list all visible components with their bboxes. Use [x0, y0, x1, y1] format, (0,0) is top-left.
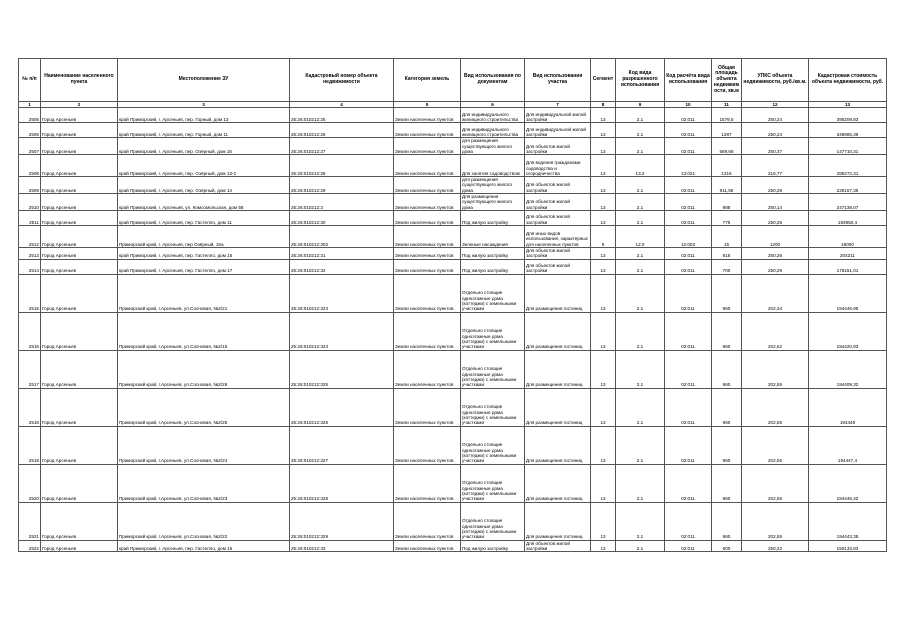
row-permitted-use-code: 13.2 — [616, 155, 665, 177]
row-permitted-use-code: 2.1 — [616, 108, 665, 123]
table-row — [19, 312, 887, 350]
row-use-by-documents: для размещения существующего жилого дома — [461, 138, 525, 155]
row-number: 2509 — [19, 177, 41, 194]
row-location: край Приморский, г. Арсеньев, пер. Гастелло, дом 11 — [118, 210, 290, 225]
row-settlement: Город Арсеньев — [41, 123, 118, 138]
row-cadastral-number: 25:26:010212:323 — [290, 274, 394, 312]
row-use-by-documents: Под жилую застройку — [461, 247, 525, 259]
row-upks: 250,25 — [742, 210, 809, 225]
row-settlement: Город Арсеньев — [41, 388, 118, 426]
row-cadastral-value: 228157,35 — [809, 177, 887, 194]
row-cadastral-value: 346985,36 — [809, 123, 887, 138]
row-upks: 202,34 — [742, 274, 809, 312]
row-land-category: Земли населенных пунктов — [394, 108, 461, 123]
row-use-by-documents: Отдельно стоящие одноэтажные дома (коттеджи) с земельными участками — [461, 388, 525, 426]
row-cadastral-value: 194445,42 — [809, 464, 887, 502]
row-land-category: Земли населенных пунктов — [394, 350, 461, 388]
row-land-category: Земли населенных пунктов — [394, 123, 461, 138]
row-number: 2513 — [19, 247, 41, 259]
table-row — [19, 426, 887, 464]
row-plot-use: Для размещения гостиниц — [525, 464, 591, 502]
row-upks: 250,24 — [742, 123, 809, 138]
row-calc-code: 02:011 — [665, 426, 712, 464]
row-permitted-use-code: 2.1 — [616, 464, 665, 502]
row-plot-use: Для объектов жилой застройки — [525, 540, 591, 552]
row-segment: 13 — [591, 350, 616, 388]
row-upks: 250,22 — [742, 540, 809, 552]
row-segment: 13 — [591, 155, 616, 177]
row-cadastral-value: 247138,07 — [809, 194, 887, 211]
row-segment: 13 — [591, 210, 616, 225]
row-land-category: Земли населенных пунктов — [394, 247, 461, 259]
column-number: 3 — [118, 102, 290, 108]
row-segment: 13 — [591, 247, 616, 259]
row-permitted-use-code: 2.1 — [616, 350, 665, 388]
row-cadastral-number: 25:26:010212:324 — [290, 312, 394, 350]
table-row — [19, 108, 887, 123]
header-use-by-documents: Вид использования по документам — [461, 59, 525, 102]
row-plot-use: Для индивидуальной жилой застройки — [525, 108, 591, 123]
column-number: 8 — [591, 102, 616, 108]
row-area: 960 — [712, 350, 742, 388]
row-settlement: Город Арсеньев — [41, 312, 118, 350]
table-row — [19, 540, 887, 552]
column-number: 2 — [41, 102, 118, 108]
row-settlement: Город Арсеньев — [41, 274, 118, 312]
row-segment: 13 — [591, 194, 616, 211]
row-upks: 202,55 — [742, 426, 809, 464]
row-number: 2515 — [19, 274, 41, 312]
row-cadastral-number: 25:26:010212:328 — [290, 464, 394, 502]
row-calc-code: 02:011 — [665, 274, 712, 312]
table-row — [19, 274, 887, 312]
column-number: 10 — [665, 102, 712, 108]
row-cadastral-value: 147710,31 — [809, 138, 887, 155]
row-land-category: Земли населенных пунктов — [394, 312, 461, 350]
row-area: 775 — [712, 210, 742, 225]
row-number: 2517 — [19, 350, 41, 388]
cadastral-value-table — [18, 58, 887, 552]
row-permitted-use-code: 2.1 — [616, 247, 665, 259]
table-row — [19, 388, 887, 426]
row-location: край Приморский, г. Арсеньев, пер. Гастелло, дом 17 — [118, 259, 290, 274]
row-upks: 250,29 — [742, 259, 809, 274]
row-cadastral-number: 25:26:010212:25 — [290, 108, 394, 123]
table-row — [19, 138, 887, 155]
table-row — [19, 502, 887, 540]
row-cadastral-number: 25:26:010212:32 — [290, 259, 394, 274]
row-plot-use: Для размещения гостиниц — [525, 312, 591, 350]
row-land-category: Земли населенных пунктов — [394, 540, 461, 552]
table-row — [19, 464, 887, 502]
row-location: Приморский край, г.Арсеньев, ул.Сосновая, №2/23 — [118, 464, 290, 502]
row-segment: 13 — [591, 108, 616, 123]
row-settlement: Город Арсеньев — [41, 177, 118, 194]
row-area: 600 — [712, 540, 742, 552]
row-permitted-use-code: 2.1 — [616, 177, 665, 194]
row-number: 2511 — [19, 210, 41, 225]
row-area: 1387 — [712, 123, 742, 138]
header-calc-code: Код расчёта вида использования — [665, 59, 712, 102]
row-cadastral-value: 194409,32 — [809, 350, 887, 388]
row-plot-use: Для размещения гостиниц — [525, 426, 591, 464]
row-land-category: Земли населенных пунктов — [394, 502, 461, 540]
row-calc-code: 02:011 — [665, 210, 712, 225]
header-row — [19, 59, 887, 102]
row-segment: 13 — [591, 426, 616, 464]
row-segment: 13 — [591, 540, 616, 552]
header-cadastral-number: Кадастровый номер объекта недвижимости — [290, 59, 394, 102]
table-row — [19, 247, 887, 259]
row-use-by-documents: Отдельно стоящие одноэтажные дома (коттеджи) с земельными участками — [461, 312, 525, 350]
row-settlement: Город Арсеньев — [41, 426, 118, 464]
row-plot-use: Для ведения гражданами садоводства и огородничества — [525, 155, 591, 177]
row-cadastral-value: 194420,93 — [809, 312, 887, 350]
table-row — [19, 155, 887, 177]
row-number: 2505 — [19, 108, 41, 123]
header-cadastral-value: Кадастровая стоимость объекта недвижимости, руб. — [809, 59, 887, 102]
row-use-by-documents: Отдельно стоящие одноэтажные дома (коттеджи) с земельными участками — [461, 502, 525, 540]
column-number: 13 — [809, 102, 887, 108]
header-segment: Сегмент — [591, 59, 616, 102]
row-settlement: Город Арсеньев — [41, 225, 118, 247]
row-area: 911,56 — [712, 177, 742, 194]
row-calc-code: 02:011 — [665, 123, 712, 138]
row-cadastral-value: 194449 — [809, 388, 887, 426]
row-location: Приморский край, г.Арсеньев, ул.Сосновая, №2/24 — [118, 426, 290, 464]
row-use-by-documents: Под жилую застройку — [461, 210, 525, 225]
row-land-category: Земли населенных пунктов — [394, 138, 461, 155]
header-settlement: Наименование населенного пункта — [41, 59, 118, 102]
row-land-category: Земли населенных пунктов — [394, 177, 461, 194]
header-plot-use: Вид использования участка — [525, 59, 591, 102]
table-row — [19, 350, 887, 388]
row-cadastral-value: 285272,31 — [809, 155, 887, 177]
row-plot-use: Для индивидуальной жилой застройки — [525, 123, 591, 138]
row-number: 2510 — [19, 194, 41, 211]
row-plot-use: Для размещения гостиниц — [525, 388, 591, 426]
row-calc-code: 02:011 — [665, 540, 712, 552]
row-upks: 216,77 — [742, 155, 809, 177]
row-use-by-documents: Зеленые насаждения — [461, 225, 525, 247]
row-upks: 250,37 — [742, 138, 809, 155]
row-use-by-documents: Для индивидуального жилищного строительства — [461, 108, 525, 123]
row-cadastral-number: 25:26:010212:29 — [290, 177, 394, 194]
row-segment: 13 — [591, 274, 616, 312]
row-location: край Приморский, г. Арсеньев, пер. Озёрный, дом 14 — [118, 177, 290, 194]
row-upks: 202,55 — [742, 350, 809, 388]
row-area: 960 — [712, 274, 742, 312]
row-number: 2508 — [19, 155, 41, 177]
row-area: 960 — [712, 464, 742, 502]
row-area: 1579,5 — [712, 108, 742, 123]
row-land-category: Земли населенных пунктов — [394, 274, 461, 312]
row-location: край Приморский, г. Арсеньев, ул. Комсомольская, дом 58 — [118, 194, 290, 211]
row-area: 1316 — [712, 155, 742, 177]
row-calc-code: 02:011 — [665, 194, 712, 211]
row-area: 960 — [712, 502, 742, 540]
row-segment: 9 — [591, 225, 616, 247]
table-row — [19, 123, 887, 138]
row-location: Приморский край, г. Арсеньев, пер Озёрный, 15а — [118, 225, 290, 247]
row-location: край Приморский, г. Арсеньев, пер. Гастелло, дом 16 — [118, 540, 290, 552]
row-location: Приморский край, г.Арсеньев, ул.Сосновая, №2/22 — [118, 502, 290, 540]
header-location: Местоположение ЗУ — [118, 59, 290, 102]
row-cadastral-number: 25:26:010212:326 — [290, 388, 394, 426]
row-permitted-use-code: 2.1 — [616, 123, 665, 138]
row-plot-use: Для размещения гостиниц — [525, 502, 591, 540]
row-land-category: Земли населенных пунктов — [394, 194, 461, 211]
row-calc-code: 02:011 — [665, 138, 712, 155]
row-calc-code: 02:011 — [665, 108, 712, 123]
row-permitted-use-code: 2.1 — [616, 388, 665, 426]
row-cadastral-number: 25:26:010212:302 — [290, 225, 394, 247]
row-settlement: Город Арсеньев — [41, 464, 118, 502]
row-plot-use: Для объектов жилой застройки — [525, 177, 591, 194]
row-area: 988 — [712, 194, 742, 211]
row-upks: 202,55 — [742, 464, 809, 502]
row-plot-use: Для объектов жилой застройки — [525, 210, 591, 225]
row-plot-use: Для объектов жилой застройки — [525, 138, 591, 155]
row-upks: 250,14 — [742, 194, 809, 211]
row-area: 15 — [712, 225, 742, 247]
row-cadastral-number: 25:26:010212:33 — [290, 540, 394, 552]
row-segment: 13 — [591, 312, 616, 350]
row-land-category: Земли населенных пунктов — [394, 155, 461, 177]
row-upks: 250,26 — [742, 247, 809, 259]
row-use-by-documents: Отдельно стоящие одноэтажные дома (коттеджи) с земельными участками — [461, 350, 525, 388]
table-row — [19, 210, 887, 225]
row-upks: 250,28 — [742, 177, 809, 194]
row-use-by-documents: Для занятия садоводством — [461, 155, 525, 177]
row-settlement: Город Арсеньев — [41, 210, 118, 225]
row-number: 2522 — [19, 540, 41, 552]
row-permitted-use-code: 2.1 — [616, 502, 665, 540]
row-area: 700 — [712, 259, 742, 274]
row-cadastral-value: 193950,4 — [809, 210, 887, 225]
row-settlement: Город Арсеньев — [41, 540, 118, 552]
row-settlement: Город Арсеньев — [41, 194, 118, 211]
row-upks: 202,55 — [742, 502, 809, 540]
row-calc-code: 02:011 — [665, 388, 712, 426]
row-number: 2518 — [19, 388, 41, 426]
row-use-by-documents: Для индивидуального жилищного строительства — [461, 123, 525, 138]
row-plot-use: Для размещения гостиниц — [525, 274, 591, 312]
row-location: Приморский край, г.Арсеньев, ул.Сосновая, №2/26 — [118, 350, 290, 388]
row-location: Приморский край, г.Арсеньев, ул.Сосновая, №2/25 — [118, 388, 290, 426]
row-calc-code: 02:011 — [665, 350, 712, 388]
row-cadastral-number: 25:26:010212:31 — [290, 247, 394, 259]
row-plot-use: Для размещения гостиниц — [525, 350, 591, 388]
row-calc-code: 02:011 — [665, 502, 712, 540]
row-use-by-documents: Отдельно стоящие одноэтажные дома (коттеджи) с земельными участками — [461, 464, 525, 502]
row-number: 2514 — [19, 259, 41, 274]
row-cadastral-number: 25:26:010212:3 — [290, 194, 394, 211]
column-number: 4 — [290, 102, 394, 108]
row-segment: 13 — [591, 259, 616, 274]
row-upks: 1200 — [742, 225, 809, 247]
row-cadastral-value: 150133,83 — [809, 540, 887, 552]
row-settlement: Город Арсеньев — [41, 350, 118, 388]
row-cadastral-number: 25:26:010212:28 — [290, 155, 394, 177]
row-area: 960 — [712, 426, 742, 464]
row-area: 589,68 — [712, 138, 742, 155]
row-location: Приморский край, г.Арсеньев, ул.Сосновая, №2/21 — [118, 274, 290, 312]
row-area: 960 — [712, 312, 742, 350]
row-settlement: Город Арсеньев — [41, 155, 118, 177]
row-use-by-documents: Под жилую застройку — [461, 259, 525, 274]
row-permitted-use-code: 2.1 — [616, 426, 665, 464]
row-plot-use: Для объектов жилой застройки — [525, 247, 591, 259]
column-number: 11 — [712, 102, 742, 108]
header-upks: УПКС объекта недвижимости, руб./кв.м. — [742, 59, 809, 102]
table-row — [19, 259, 887, 274]
row-segment: 13 — [591, 138, 616, 155]
row-location: край Приморский, г. Арсеньев, пер. Горный, дом 13 — [118, 108, 290, 123]
row-cadastral-number: 25:26:010212:30 — [290, 210, 394, 225]
row-segment: 13 — [591, 464, 616, 502]
row-cadastral-value: 395209,83 — [809, 108, 887, 123]
row-permitted-use-code: 2.1 — [616, 194, 665, 211]
row-calc-code: 02:011 — [665, 312, 712, 350]
row-cadastral-value: 194446,95 — [809, 274, 887, 312]
row-permitted-use-code: 2.1 — [616, 540, 665, 552]
row-permitted-use-code: 2.1 — [616, 312, 665, 350]
row-plot-use: Для объектов жилой застройки — [525, 259, 591, 274]
row-segment: 13 — [591, 123, 616, 138]
row-land-category: Земли населенных пунктов — [394, 259, 461, 274]
row-location: край Приморский, г. Арсеньев, пер. Гастелло, дом 15 — [118, 247, 290, 259]
table-row — [19, 194, 887, 211]
row-land-category: Земли населенных пунктов — [394, 426, 461, 464]
row-area: 960 — [712, 388, 742, 426]
row-cadastral-number: 25:26:010212:26 — [290, 123, 394, 138]
row-segment: 13 — [591, 177, 616, 194]
row-use-by-documents: Отдельно стоящие одноэтажные дома (коттеджи) с земельными участками — [461, 426, 525, 464]
row-permitted-use-code: 12.0 — [616, 225, 665, 247]
row-calc-code: 12:003 — [665, 225, 712, 247]
row-use-by-documents: Отдельно стоящие одноэтажные дома (коттеджи) с земельными участками — [461, 274, 525, 312]
row-permitted-use-code: 2.1 — [616, 274, 665, 312]
table-row — [19, 225, 887, 247]
column-number: 12 — [742, 102, 809, 108]
row-location: край Приморский, г. Арсеньев, пер. Озёрный, дом 16 — [118, 138, 290, 155]
row-use-by-documents: для размещения существующего жилого дома — [461, 177, 525, 194]
row-calc-code: 02:011 — [665, 177, 712, 194]
row-cadastral-number: 25:26:010212:27 — [290, 138, 394, 155]
row-settlement: Город Арсеньев — [41, 259, 118, 274]
row-settlement: Город Арсеньев — [41, 108, 118, 123]
row-number: 2516 — [19, 312, 41, 350]
column-number: 1 — [19, 102, 41, 108]
row-land-category: Земли населенных пунктов — [394, 464, 461, 502]
row-location: край Приморский, г. Арсеньев, пер. Горный, дом 11 — [118, 123, 290, 138]
table-row — [19, 177, 887, 194]
column-number: 5 — [394, 102, 461, 108]
row-cadastral-value: 194443,35 — [809, 502, 887, 540]
row-cadastral-number: 25:26:010212:327 — [290, 426, 394, 464]
row-calc-code: 02:011 — [665, 259, 712, 274]
row-cadastral-value: 194447,4 — [809, 426, 887, 464]
row-cadastral-value: 175151,01 — [809, 259, 887, 274]
row-number: 2512 — [19, 225, 41, 247]
row-use-by-documents: Под жилую застройку — [461, 540, 525, 552]
row-upks: 250,24 — [742, 108, 809, 123]
row-cadastral-number: 25:26:010212:329 — [290, 502, 394, 540]
row-segment: 13 — [591, 502, 616, 540]
column-number: 9 — [616, 102, 665, 108]
row-calc-code: 02:011 — [665, 464, 712, 502]
row-plot-use: Для объектов жилой застройки — [525, 194, 591, 211]
row-cadastral-number: 25:26:010212:325 — [290, 350, 394, 388]
row-location: край Приморский, г. Арсеньев, пер. Озёрный, дом 13-2 — [118, 155, 290, 177]
row-land-category: Земли населенных пунктов — [394, 388, 461, 426]
row-number: 2520 — [19, 464, 41, 502]
row-permitted-use-code: 2.1 — [616, 259, 665, 274]
row-number: 2519 — [19, 426, 41, 464]
row-number: 2506 — [19, 123, 41, 138]
row-use-by-documents: Для размещения существующего жилого дома — [461, 194, 525, 211]
header-land-category: Категория земель — [394, 59, 461, 102]
column-number: 7 — [525, 102, 591, 108]
row-land-category: Земли населенных пунктов — [394, 210, 461, 225]
row-upks: 202,52 — [742, 312, 809, 350]
row-number: 2507 — [19, 138, 41, 155]
row-permitted-use-code: 2.1 — [616, 210, 665, 225]
row-calc-code: 02:011 — [665, 247, 712, 259]
row-settlement: Город Арсеньев — [41, 502, 118, 540]
row-cadastral-value: 18000 — [809, 225, 887, 247]
header-number: № п/п — [19, 59, 41, 102]
row-area: 816 — [712, 247, 742, 259]
row-plot-use: Для иных видов использования, характерных для населенных пунктов — [525, 225, 591, 247]
row-settlement: Город Арсеньев — [41, 138, 118, 155]
row-segment: 13 — [591, 388, 616, 426]
row-calc-code: 13:021 — [665, 155, 712, 177]
header-area: Общая площадь объекта недвижимости, кв.м — [712, 59, 742, 102]
row-upks: 202,55 — [742, 388, 809, 426]
column-number: 6 — [461, 102, 525, 108]
row-settlement: Город Арсеньев — [41, 247, 118, 259]
row-location: Приморский край, г.Арсеньев, ул.Сосновая, №2/15 — [118, 312, 290, 350]
row-number: 2521 — [19, 502, 41, 540]
row-land-category: Земли населенных пунктов — [394, 225, 461, 247]
row-permitted-use-code: 2.1 — [616, 138, 665, 155]
header-permitted-use-code: Код вида разрешенного использования — [616, 59, 665, 102]
row-cadastral-value: 204211 — [809, 247, 887, 259]
